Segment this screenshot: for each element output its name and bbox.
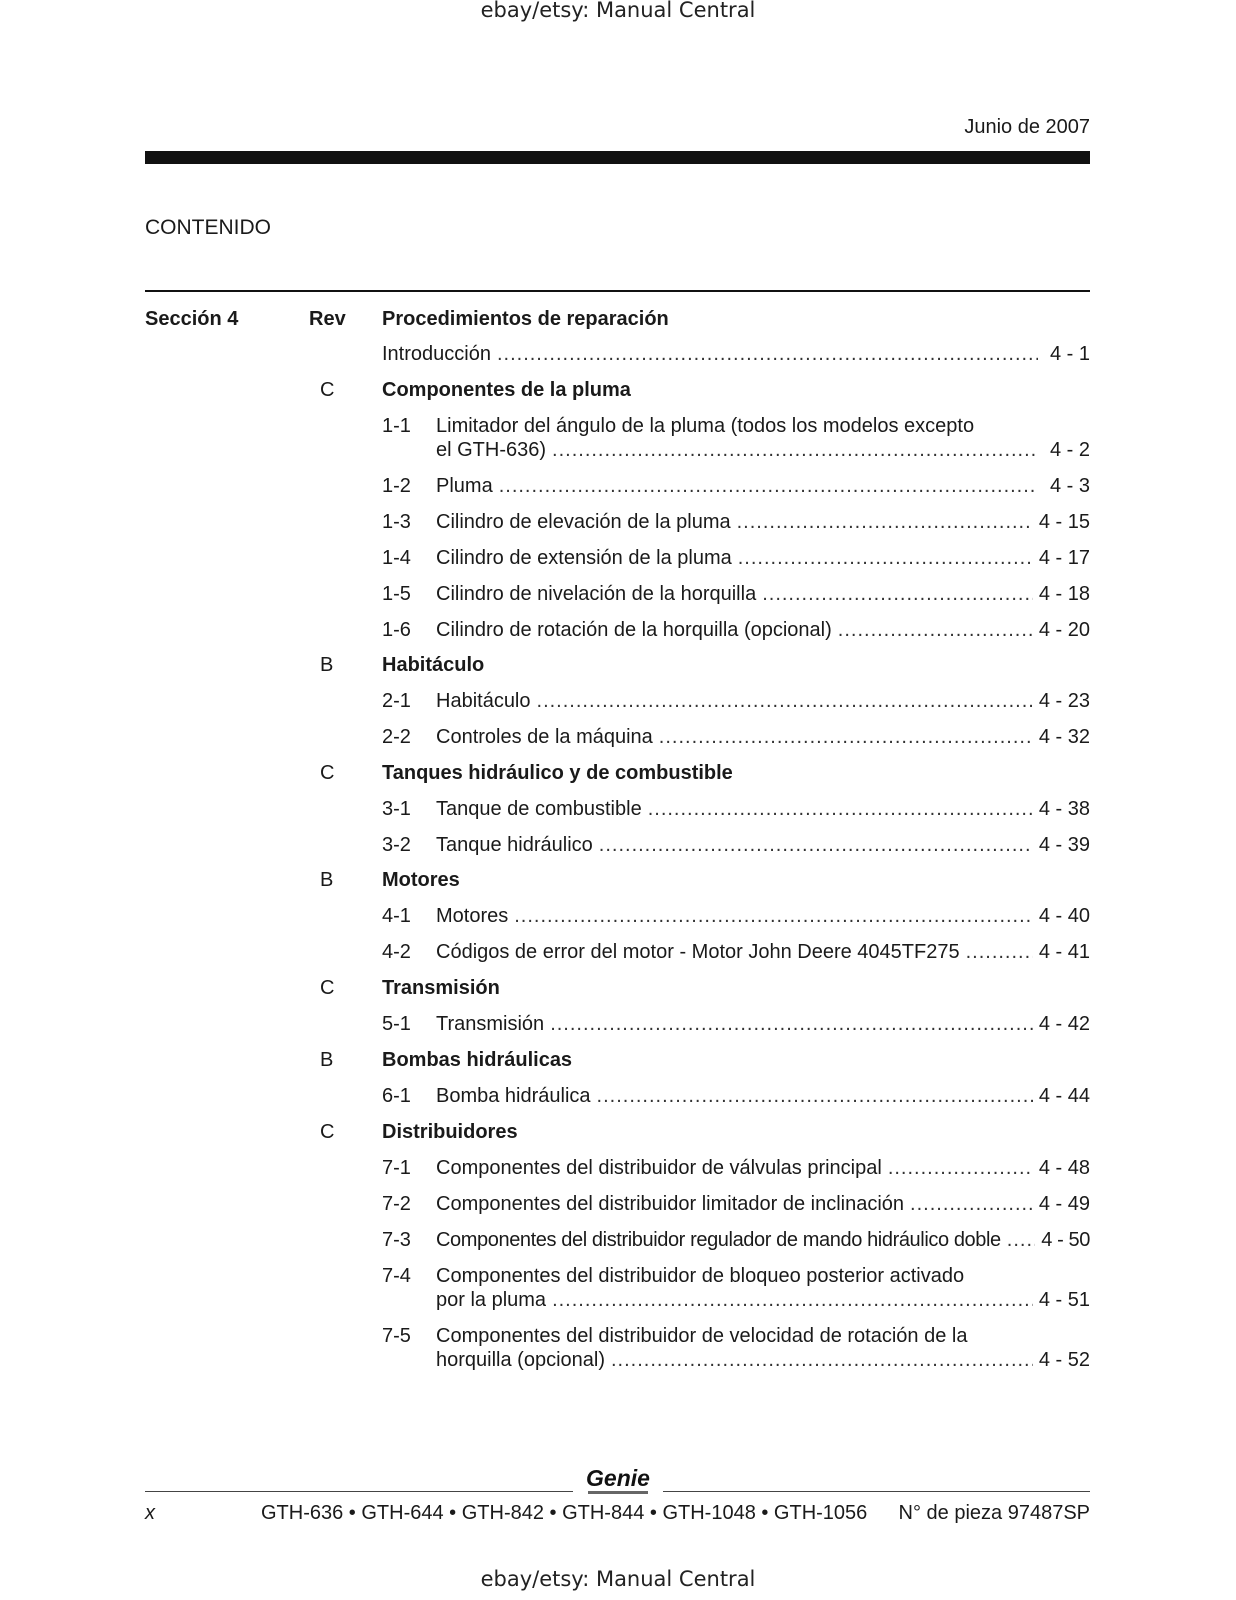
header-date: Junio de 2007	[964, 116, 1090, 138]
leader-dots	[659, 725, 1033, 749]
leader-dots	[737, 510, 1033, 534]
toc-entry-title: Cilindro de elevación de la pluma	[436, 511, 731, 533]
group-rev: B	[320, 654, 334, 676]
toc-entry-number: 7-1	[382, 1157, 411, 1179]
leader-dots	[599, 833, 1033, 857]
toc-page-number: 4 - 39	[1038, 834, 1090, 856]
leader-dots	[762, 582, 1033, 606]
toc-entry-title: Introducción	[382, 343, 491, 365]
genie-logo-text: Genie	[586, 1465, 650, 1491]
toc-page-number: 4 - 48	[1038, 1157, 1090, 1179]
group-rev: C	[320, 762, 335, 784]
toc-entry-title: Motores	[436, 905, 509, 927]
toc-entry-number: 1-1	[382, 415, 411, 437]
toc-page-number: 4 - 23	[1038, 690, 1090, 712]
group-title: Habitáculo	[382, 654, 485, 676]
group-title: Bombas hidráulicas	[382, 1049, 573, 1071]
toc-entry-number: 7-3	[382, 1229, 411, 1251]
toc-entry-title: Componentes del distribuidor de válvulas principal	[436, 1157, 882, 1179]
contents-title: CONTENIDO	[145, 216, 271, 239]
footer-rule-left	[145, 1491, 573, 1492]
toc-entry-number: 7-5	[382, 1325, 411, 1347]
toc-entry-title: por la pluma	[436, 1289, 547, 1311]
toc-entry-title: Transmisión	[436, 1013, 545, 1035]
group-rev: B	[320, 869, 334, 891]
toc-entry-title: Habitáculo	[436, 690, 531, 712]
toc-entry-title: Códigos de error del motor - Motor John Deere 4045TF275	[436, 941, 960, 963]
page-number: x	[145, 1502, 155, 1524]
leader-dots	[1007, 1228, 1035, 1252]
toc-entry-title: el GTH-636)	[436, 439, 547, 461]
toc-entry-title: Cilindro de extensión de la pluma	[436, 547, 732, 569]
toc-entry-title: Bomba hidráulica	[436, 1085, 591, 1107]
toc-entry-title: Tanque de combustible	[436, 798, 642, 820]
toc-page-number: 4 - 1	[1049, 343, 1090, 365]
section-title: Procedimientos de reparación	[382, 308, 669, 330]
toc-entry-title: Pluma	[436, 475, 493, 497]
toc-page-number: 4 - 51	[1038, 1289, 1090, 1311]
footer-models: GTH-636 • GTH-644 • GTH-842 • GTH-844 • GTH-1048 • GTH-1056	[261, 1502, 868, 1524]
toc-entry-title: Componentes del distribuidor regulador de mando hidráulico doble	[436, 1229, 1001, 1251]
toc-page-number: 4 - 52	[1038, 1349, 1090, 1371]
leader-dots	[611, 1348, 1033, 1372]
toc-entry-number: 5-1	[382, 1013, 411, 1035]
toc-entry-number: 1-3	[382, 511, 411, 533]
footer-part-number: N° de pieza 97487SP	[898, 1502, 1090, 1524]
group-rev: C	[320, 977, 335, 999]
group-title: Componentes de la pluma	[382, 379, 631, 401]
group-title: Transmisión	[382, 977, 500, 999]
section-label: Sección 4	[145, 308, 239, 330]
toc-entry-number: 2-2	[382, 726, 411, 748]
toc-entry-number: 3-1	[382, 798, 411, 820]
toc-entry-title: Cilindro de rotación de la horquilla (opcional)	[436, 619, 832, 641]
toc-page-number: 4 - 41	[1038, 941, 1090, 963]
toc-page-number: 4 - 3	[1049, 475, 1090, 497]
group-title: Tanques hidráulico y de combustible	[382, 762, 733, 784]
toc-page-number: 4 - 49	[1038, 1193, 1090, 1215]
leader-dots	[888, 1156, 1033, 1180]
watermark-bottom: ebay/etsy: Manual Central	[480, 1567, 756, 1591]
leader-dots	[497, 342, 1038, 366]
toc-page-number: 4 - 15	[1038, 511, 1090, 533]
toc-entry-title: horquilla (opcional)	[436, 1349, 605, 1371]
toc-entry-line1: Limitador del ángulo de la pluma (todos los modelos excepto	[436, 415, 975, 437]
group-rev: C	[320, 379, 335, 401]
genie-logo	[582, 1466, 654, 1494]
leader-dots	[537, 689, 1033, 713]
toc-entry-number: 3-2	[382, 834, 411, 856]
toc-page-number: 4 - 42	[1038, 1013, 1090, 1035]
leader-dots	[838, 618, 1033, 642]
toc-page-number: 4 - 20	[1038, 619, 1090, 641]
rev-column-label: Rev	[309, 308, 346, 330]
toc-page-number: 4 - 50	[1041, 1229, 1090, 1251]
toc-page-number: 4 - 32	[1038, 726, 1090, 748]
toc-page-number: 4 - 38	[1038, 798, 1090, 820]
leader-dots	[550, 1012, 1033, 1036]
toc-entry-number: 1-6	[382, 619, 411, 641]
leader-dots	[552, 438, 1038, 462]
group-rev: C	[320, 1121, 335, 1143]
leader-dots	[966, 940, 1033, 964]
toc-entry-number: 6-1	[382, 1085, 411, 1107]
toc-page-number: 4 - 2	[1049, 439, 1090, 461]
toc-entry-line1: Componentes del distribuidor de velocidad de rotación de la	[436, 1325, 968, 1347]
logo-underline	[588, 1491, 648, 1494]
group-title: Motores	[382, 869, 460, 891]
toc-entry-number: 7-2	[382, 1193, 411, 1215]
leader-dots	[552, 1288, 1033, 1312]
toc-page-number: 4 - 40	[1038, 905, 1090, 927]
leader-dots	[597, 1084, 1033, 1108]
group-rev: B	[320, 1049, 334, 1071]
leader-dots	[738, 546, 1033, 570]
group-title: Distribuidores	[382, 1121, 518, 1143]
toc-entry-title: Tanque hidráulico	[436, 834, 593, 856]
toc-page-number: 4 - 18	[1038, 583, 1090, 605]
toc-page-number: 4 - 44	[1038, 1085, 1090, 1107]
leader-dots	[648, 797, 1033, 821]
leader-dots	[514, 904, 1033, 928]
toc-entry-number: 1-2	[382, 475, 411, 497]
header-thick-rule	[145, 151, 1090, 164]
watermark-top: ebay/etsy: Manual Central	[480, 0, 756, 22]
toc-entry-title: Cilindro de nivelación de la horquilla	[436, 583, 757, 605]
toc-entry-number: 7-4	[382, 1265, 411, 1287]
toc-entry-line1: Componentes del distribuidor de bloqueo posterior activado	[436, 1265, 965, 1287]
toc-page-number: 4 - 17	[1038, 547, 1090, 569]
leader-dots	[910, 1192, 1033, 1216]
toc-entry-number: 4-2	[382, 941, 411, 963]
toc-entry-title: Componentes del distribuidor limitador de inclinación	[436, 1193, 905, 1215]
toc-entry-number: 1-5	[382, 583, 411, 605]
footer-rule-right	[663, 1491, 1090, 1492]
toc-entry-number: 2-1	[382, 690, 411, 712]
leader-dots	[499, 474, 1038, 498]
toc-entry-number: 4-1	[382, 905, 411, 927]
toc-entry-number: 1-4	[382, 547, 411, 569]
header-thin-rule	[145, 290, 1090, 292]
toc-entry-title: Controles de la máquina	[436, 726, 653, 748]
